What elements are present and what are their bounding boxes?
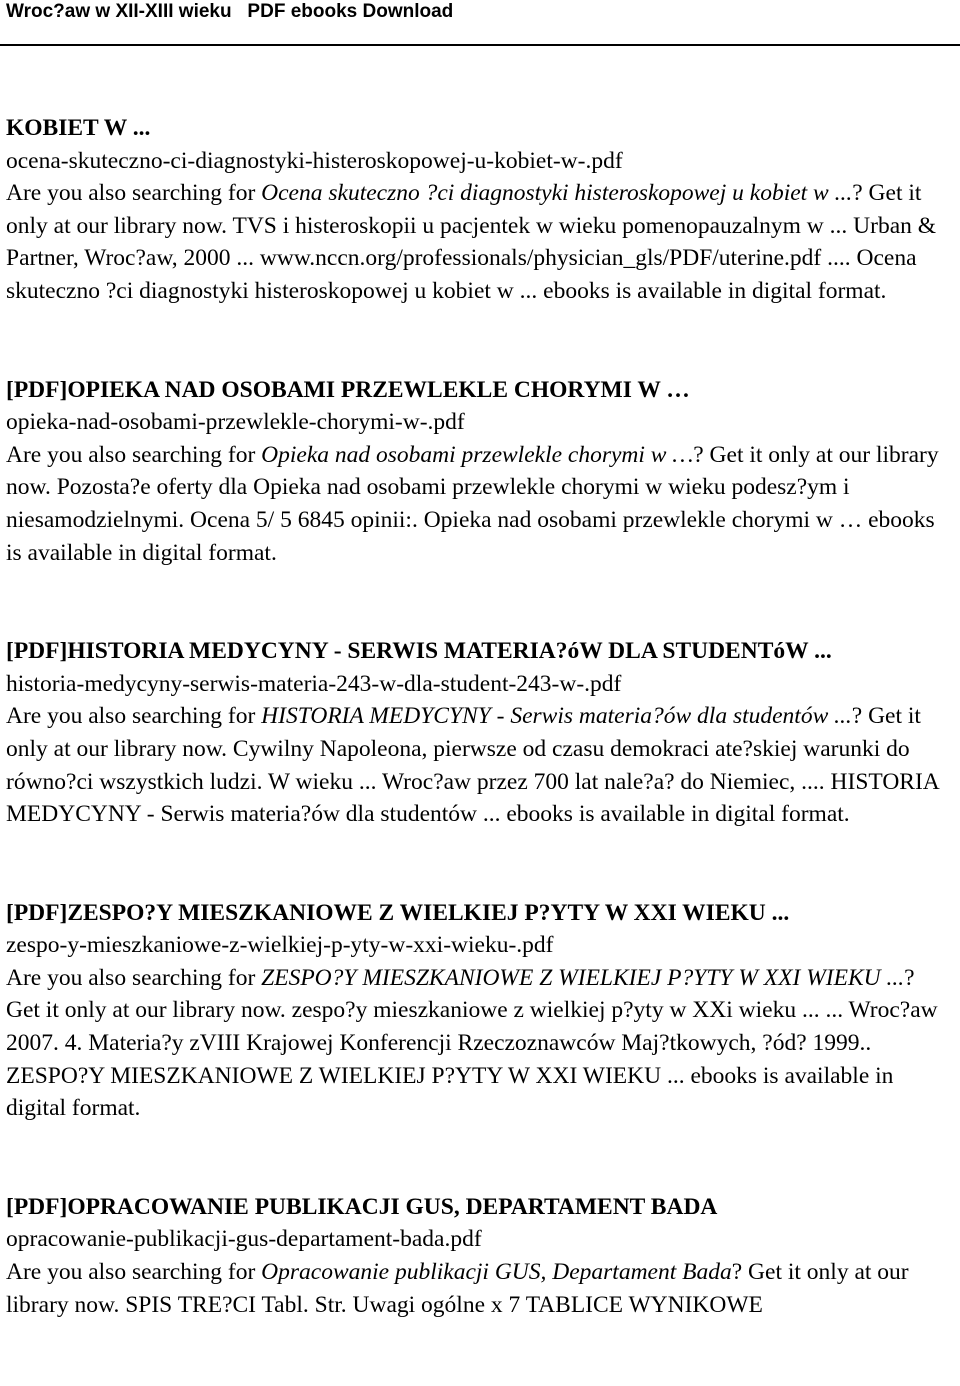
result-body: ? Get it only at our library now. Cywilny Napoleona, pierwsze od czasu demokraci ate?skiej warunki do równo?ci wszystkich ludzi. W wieku ... Wroc?aw przez 700 lat nale?a? do Niemiec, .... HISTORIA MEDYCYNY - Serwis materia?ów dla studentów ... ebooks is available in digital format. [6,703,939,828]
result-title: [PDF]ZESPO?Y MIESZKANIOWE Z WIELKIEJ P?YTY W XXI WIEKU ... [6,899,790,926]
result-entry [6,1191,952,1321]
result-filename: ocena-skuteczno-ci-diagnostyki-histeroskopowej-u-kobiet-w-.pdf [6,147,623,174]
result-query: Opieka nad osobami przewlekle chorymi w … [261,441,694,468]
result-prefix: Are you also searching for [6,180,262,207]
result-description [6,700,952,830]
result-query: Opracowanie publikacji GUS, Departament Bada [261,1259,732,1286]
results-list [6,112,952,1321]
result-body: ? Get it only at our library now. Pozosta?e oferty dla Opieka nad osobami przewlekle chorymi w wieku podesz?ym i niesamodzielnymi. Ocena 5/ 5 6845 opinii:. Opieka nad osobami przewlekle chorymi w … ebooks is available in digital format. [6,441,939,566]
result-description [6,439,952,569]
result-body: ? Get it only at our library now. SPIS TRE?CI Tabl. Str. Uwagi ogólne x 7 TABLICE WYNIKOWE [6,1259,909,1318]
result-title: [PDF]OPRACOWANIE PUBLIKACJI GUS, DEPARTAMENT BADA [6,1193,718,1220]
result-entry [6,635,952,831]
result-filename: zespo-y-mieszkaniowe-z-wielkiej-p-yty-w-xxi-wieku-.pdf [6,932,554,959]
result-filename: historia-medycyny-serwis-materia-243-w-dla-student-243-w-.pdf [6,670,622,697]
result-description [6,1256,952,1321]
result-title: [PDF]OPIEKA NAD OSOBAMI PRZEWLEKLE CHORYMI W … [6,376,690,403]
result-query: Ocena skuteczno ?ci diagnostyki histeroskopowej u kobiet w ... [261,180,853,207]
result-filename: opieka-nad-osobami-przewlekle-chorymi-w-.pdf [6,409,465,436]
result-prefix: Are you also searching for [6,703,262,730]
header-divider [0,44,960,46]
result-description [6,177,952,307]
result-title: KOBIET W ... [6,115,151,141]
result-prefix: Are you also searching for [6,1259,262,1286]
result-entry [6,897,952,1125]
result-title: [PDF]HISTORIA MEDYCYNY - SERWIS MATERIA?óW DLA STUDENTóW ... [6,638,832,665]
result-entry [6,374,952,570]
result-prefix: Are you also searching for [6,441,262,468]
result-filename: opracowanie-publikacji-gus-departament-bada.pdf [6,1226,482,1253]
page-header-title: Wroc?aw w XII-XIII wieku PDF ebooks Download [6,1,454,22]
result-body: ? Get it only at our library now. zespo?y mieszkaniowe z wielkiej p?yty w XXi wieku ... ... Wroc?aw 2007. 4. Materia?y zVIII Krajowej Konferencji Rzeczoznawców Maj?tkowych, ?ód? 1999.. ZESPO?Y MIESZKANIOWE Z WIELKIEJ P?YTY W XXI WIEKU ... ebooks is available in digital format. [6,964,938,1122]
result-description [6,962,952,1125]
result-body: ? Get it only at our library now. TVS i histeroskopii u pacjentek w wieku pomenopauzalnym w ... Urban & Partner, Wroc?aw, 2000 ... www.nccn.org/professionals/physician_gls/PDF/uterine.pdf .... Ocena skuteczno ?ci diagnostyki histeroskopowej u kobiet w ... ebooks is available in digital format. [6,180,937,304]
result-query: ZESPO?Y MIESZKANIOWE Z WIELKIEJ P?YTY W XXI WIEKU ... [261,964,905,991]
result-entry [6,112,952,308]
result-query: HISTORIA MEDYCYNY - Serwis materia?ów dla studentów ... [261,703,852,730]
result-prefix: Are you also searching for [6,964,262,991]
